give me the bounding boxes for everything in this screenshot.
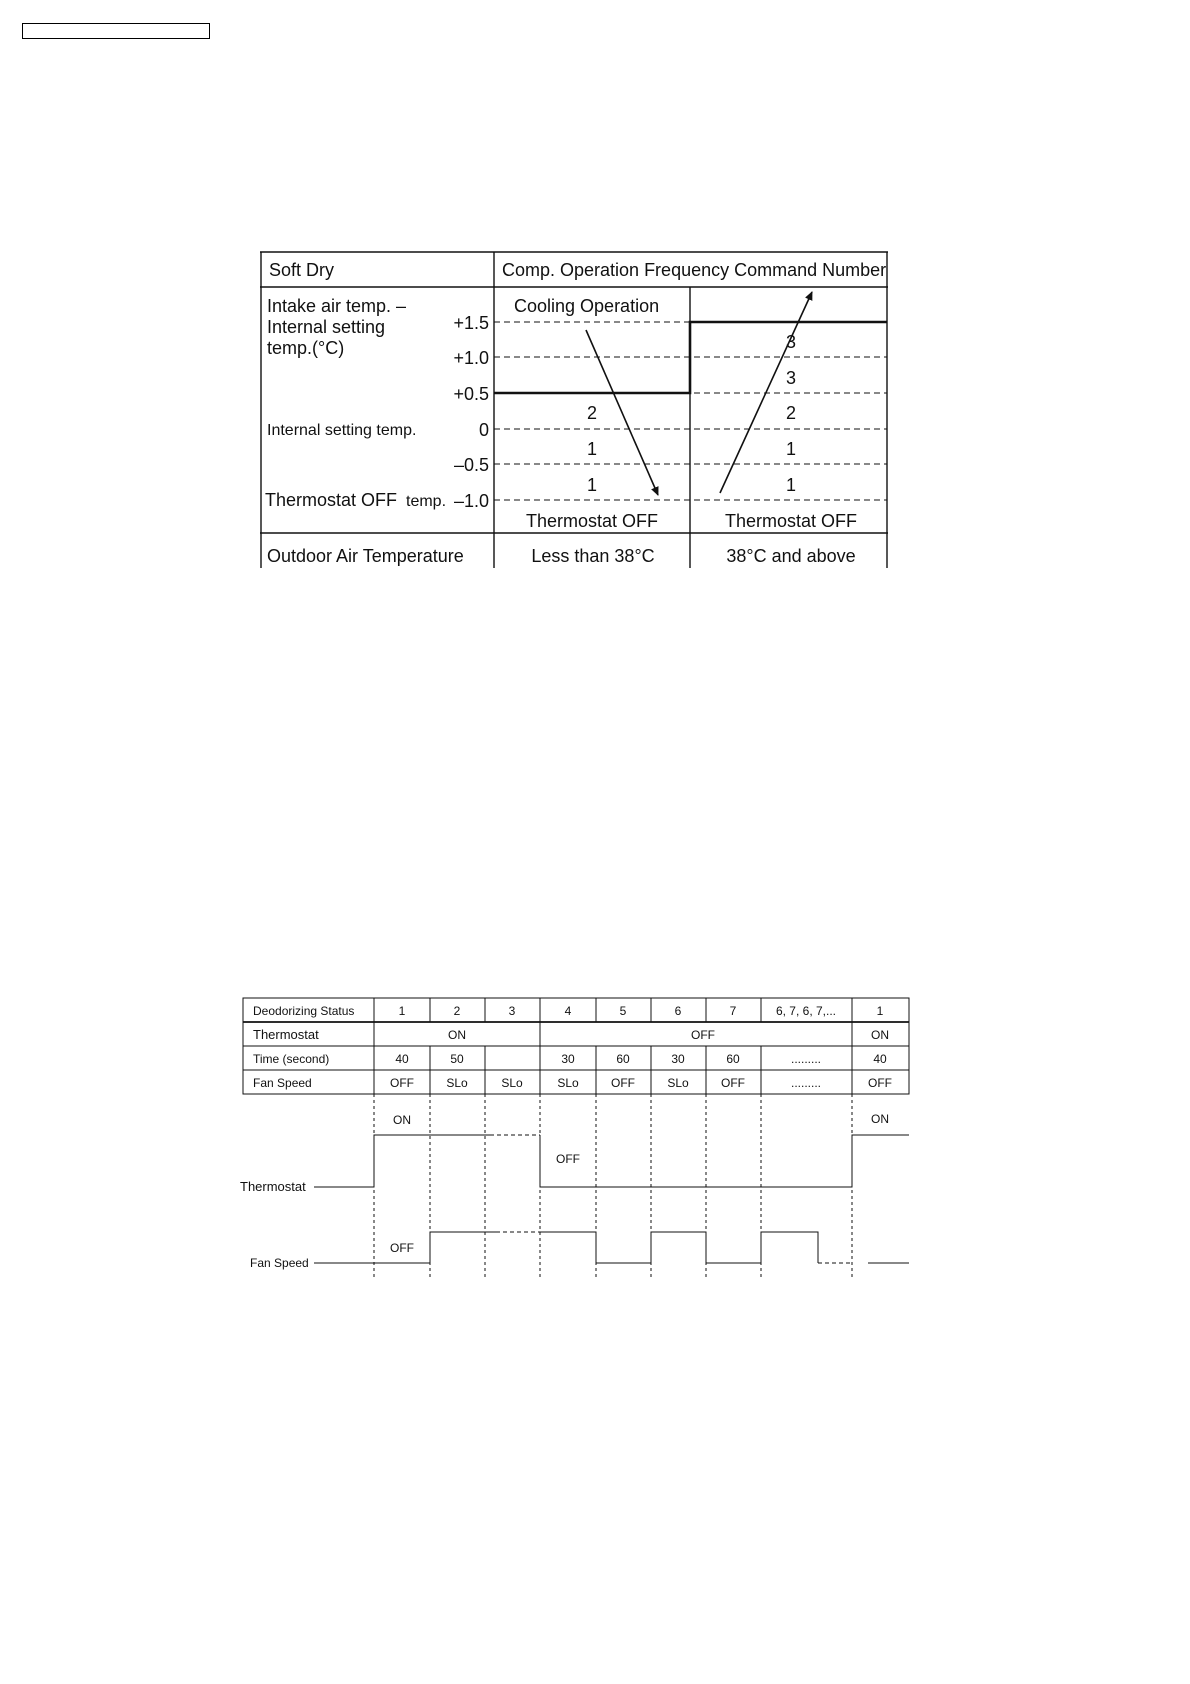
thermostat-off-left: Thermostat OFF (525, 511, 659, 531)
time-cell: 50 (450, 1052, 464, 1066)
right-number: 2 (785, 403, 797, 423)
timing-on-label: ON (393, 1113, 411, 1127)
right-number: 1 (785, 439, 797, 459)
status-cell: 6, 7, 6, 7,... (775, 1004, 837, 1018)
fan-cell: OFF (390, 1076, 414, 1090)
outdoor-label: Outdoor Air Temperature (267, 546, 464, 566)
time-cell: 40 (395, 1052, 409, 1066)
row-label-fan: Fan Speed (253, 1076, 312, 1090)
timing-fan-label: Fan Speed (250, 1256, 309, 1270)
status-cell: 5 (619, 1004, 627, 1018)
internal-setting-label: Internal setting temp. (267, 422, 417, 439)
fan-cell: SLo (557, 1076, 579, 1090)
thermostat-off-temp-label: temp. (406, 493, 447, 510)
thermostat-off-right: Thermostat OFF (724, 511, 858, 531)
fan-cell: OFF (611, 1076, 635, 1090)
column-header: Comp. Operation Frequency Command Number (502, 260, 887, 280)
status-cell: 2 (453, 1004, 461, 1018)
right-number: 3 (785, 368, 797, 388)
right-number: 1 (785, 475, 797, 495)
level-label-1-0: +1.0 (453, 348, 489, 368)
status-cell: 4 (564, 1004, 572, 1018)
thermostat-cell: ON (871, 1028, 889, 1042)
status-cell: 3 (508, 1004, 516, 1018)
fan-wave-cycle (540, 1232, 818, 1263)
thermostat-wave-on (314, 1135, 490, 1187)
row-label-status: Deodorizing Status (253, 1004, 355, 1018)
deodorizing-text (253, 1004, 892, 1090)
left-number: 1 (586, 475, 598, 495)
left-number: 2 (586, 403, 598, 423)
level-label-minus-0-5: –0.5 (453, 455, 489, 475)
time-cell: 30 (561, 1052, 575, 1066)
level-label-0: 0 (478, 420, 489, 440)
y-axis-label-line-3: temp.(°C) (267, 338, 345, 358)
status-cell: 7 (729, 1004, 737, 1018)
status-cell: 1 (876, 1004, 884, 1018)
left-number: 1 (586, 439, 598, 459)
outdoor-less: Less than 38°C (531, 546, 655, 566)
status-cell: 1 (398, 1004, 406, 1018)
fan-cell: OFF (721, 1076, 745, 1090)
thermostat-cell: ON (448, 1028, 466, 1042)
time-cell: ......... (790, 1052, 822, 1066)
y-axis-label-line-1: Intake air temp. – (267, 296, 407, 316)
time-cell: 30 (671, 1052, 685, 1066)
y-axis-label-line-2: Internal setting (267, 317, 386, 337)
right-number: 3 (785, 332, 797, 352)
cooling-operation-label: Cooling Operation (514, 296, 660, 316)
fan-cell: SLo (446, 1076, 468, 1090)
timing-thermostat-label: Thermostat (240, 1179, 306, 1194)
thermostat-off-label: Thermostat OFF (265, 490, 398, 510)
time-cell: 40 (873, 1052, 887, 1066)
status-cell: 6 (674, 1004, 682, 1018)
soft-dry-title: Soft Dry (269, 260, 335, 280)
level-label-0-5: +0.5 (453, 384, 489, 404)
row-label-thermostat: Thermostat (253, 1027, 319, 1042)
fan-cell: ......... (790, 1076, 822, 1090)
fan-cell: SLo (667, 1076, 689, 1090)
timing-on-label-end: ON (871, 1112, 889, 1126)
timing-off-label: OFF (556, 1152, 580, 1166)
timing-fan-off-label: OFF (390, 1241, 414, 1255)
outdoor-above: 38°C and above (726, 546, 856, 566)
timing-text (240, 1112, 889, 1270)
thermostat-cell: OFF (691, 1028, 715, 1042)
time-cell: 60 (616, 1052, 630, 1066)
row-label-time: Time (second) (253, 1052, 330, 1066)
thermostat-wave-off (540, 1135, 909, 1187)
level-label-1-5: +1.5 (453, 313, 489, 333)
soft-dry-text (265, 260, 886, 566)
fan-cell: OFF (868, 1076, 892, 1090)
level-label-minus-1-0: –1.0 (453, 491, 489, 511)
fan-cell: SLo (501, 1076, 523, 1090)
time-cell: 60 (726, 1052, 740, 1066)
